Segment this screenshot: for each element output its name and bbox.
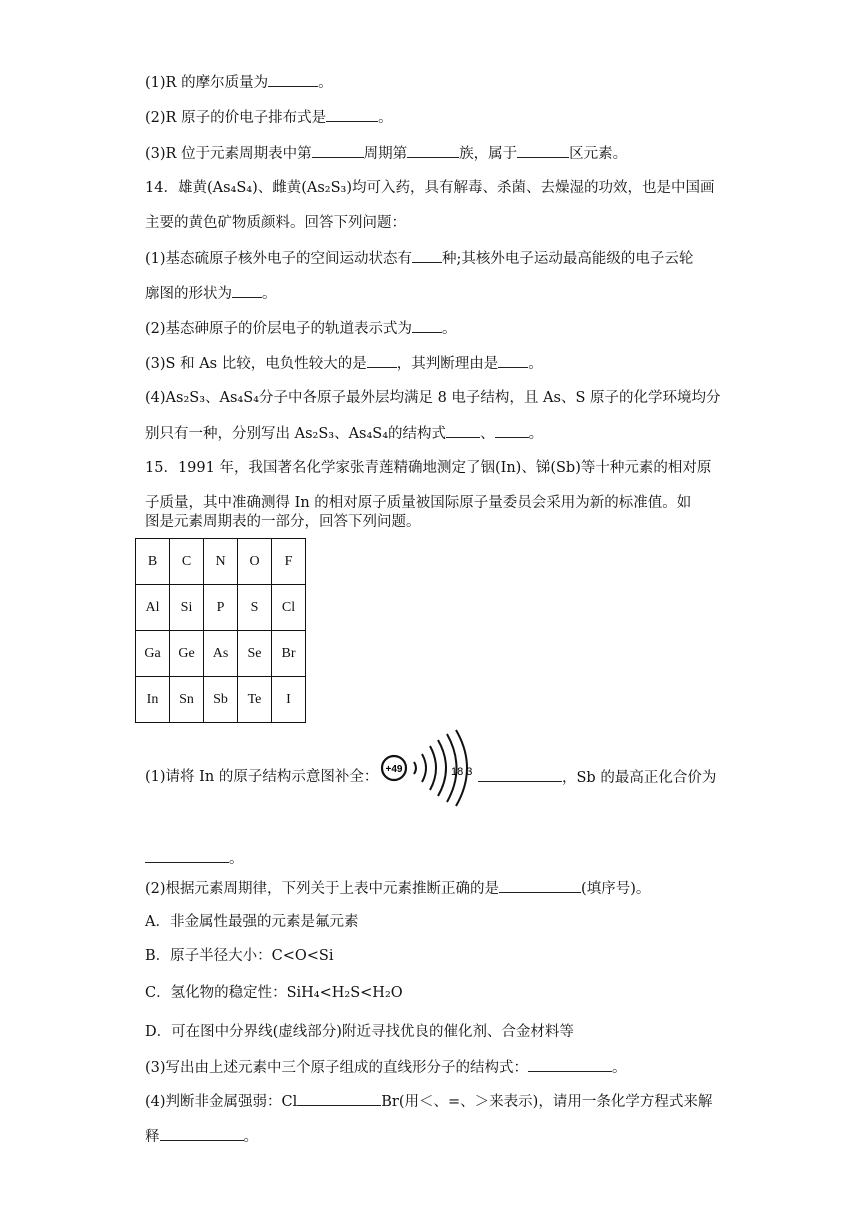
q13-part3-text: 周期第	[363, 146, 408, 162]
q13-part2	[145, 107, 393, 128]
electron-shell-arc	[430, 746, 436, 790]
q14-part3-end: 。	[528, 356, 543, 372]
q15-intro-line1: 15．1991 年，我国著名化学家张青莲精确地测定了铟(In)、锑(Sb)等十种元素的相对原	[145, 460, 712, 476]
element-cell: F	[272, 539, 306, 585]
q14-part1-text: 廓图的形状为	[145, 286, 232, 302]
answer-blank[interactable]	[367, 353, 397, 368]
option-a: A．非金属性最强的元素是氟元素	[145, 914, 359, 930]
q15-part4-line1	[145, 1091, 712, 1112]
element-cell: P	[204, 585, 238, 631]
q14-part4-line2	[145, 423, 543, 444]
element-cell: Ge	[170, 631, 204, 677]
periodic-table-row	[136, 631, 306, 677]
element-cell: Cl	[272, 585, 306, 631]
q15-part3	[145, 1057, 627, 1078]
answer-blank[interactable]	[412, 318, 442, 333]
q13-part3-text: (3)R 位于元素周期表中第	[145, 146, 312, 162]
element-cell: Ga	[136, 631, 170, 677]
q15-part3-text: (3)写出由上述元素中三个原子组成的直线形分子的结构式：	[145, 1060, 529, 1076]
answer-blank[interactable]	[528, 1057, 612, 1072]
in-atom-structure-diagram	[380, 728, 480, 808]
answer-blank[interactable]	[499, 878, 581, 893]
q15-part1-continued	[478, 767, 716, 788]
q14-part4-text: 别只有一种，分别写出 As₂S₃、As₄S₄的结构式	[145, 426, 447, 442]
shell-electrons: 18 3	[451, 766, 473, 778]
answer-blank[interactable]	[412, 248, 442, 263]
q13-part3-text: 族，属于	[459, 146, 518, 162]
periodic-table-row	[136, 539, 306, 585]
element-cell: Te	[238, 677, 272, 723]
element-cell: Br	[272, 631, 306, 677]
q13-part3	[145, 143, 627, 164]
q15-part4-text: Br(用＜、=、＞来表示)，请用一条化学方程式来解	[381, 1094, 713, 1110]
q14-part3-text: (3)S 和 As 比较，电负性较大的是	[145, 356, 367, 372]
answer-blank[interactable]	[498, 353, 528, 368]
electron-shell-arc	[414, 762, 416, 774]
q13-part3-end: 区元素。	[569, 146, 628, 162]
q13-part2-text: (2)R 原子的价电子排布式是	[145, 110, 327, 126]
option-d: D．可在图中分界线(虚线部分)附近寻找优良的催化剂、合金材料等	[145, 1024, 574, 1040]
answer-blank[interactable]	[478, 767, 562, 782]
q15-part4-line2	[145, 1126, 258, 1147]
answer-blank[interactable]	[446, 423, 480, 438]
answer-blank[interactable]	[268, 72, 318, 87]
option-b: B．原子半径大小：C<O<Si	[145, 948, 334, 964]
q15-intro-line3: 图是元素周期表的一部分，回答下列问题。	[145, 514, 421, 530]
q14-part3	[145, 353, 543, 374]
element-cell: Al	[136, 585, 170, 631]
answer-blank[interactable]	[232, 283, 262, 298]
q15-part1	[145, 767, 378, 787]
electron-shell-arc	[438, 740, 446, 796]
electron-shell-arc	[422, 754, 426, 782]
q14-part1-text: 种;其核外电子运动最高能级的电子云轮	[442, 251, 694, 267]
element-cell: I	[272, 677, 306, 723]
q15-part1-end: 。	[229, 851, 244, 867]
q15-part4-text: (4)判断非金属强弱：Cl	[145, 1094, 298, 1110]
answer-blank[interactable]	[326, 107, 378, 122]
q14-part1-line1	[145, 248, 693, 269]
q15-part2-text: (2)根据元素周期律，下列关于上表中元素推断正确的是	[145, 881, 500, 897]
element-cell: Sn	[170, 677, 204, 723]
q14-part4-end: 。	[528, 426, 544, 442]
answer-blank[interactable]	[312, 143, 364, 158]
q14-part2-text: (2)基态砷原子的价层电子的轨道表示式为	[145, 321, 413, 337]
answer-blank[interactable]	[145, 848, 229, 863]
answer-blank[interactable]	[495, 423, 529, 438]
q15-part1-text: (1)请将 In 的原子结构示意图补全：	[145, 769, 379, 785]
q15-part1-text: ，Sb 的最高正化合价为	[562, 770, 717, 786]
q13-part1-end: 。	[318, 75, 333, 91]
q14-intro-line1: 14．雄黄(As₄S₄)、雌黄(As₂S₃)均可入药，具有解毒、杀菌、去燥湿的功效，也是中国画	[145, 180, 715, 196]
q14-part4-separator: 、	[480, 426, 495, 442]
q13-part1-text: (1)R 的摩尔质量为	[145, 75, 269, 91]
element-cell: Sb	[204, 677, 238, 723]
element-cell: B	[136, 539, 170, 585]
element-cell: N	[204, 539, 238, 585]
q14-part1-line2	[145, 283, 277, 304]
q14-part1-end: 。	[262, 286, 277, 302]
q15-intro-line2: 子质量，其中准确测得 In 的相对原子质量被国际原子量委员会采用为新的标准值。如	[145, 495, 692, 511]
q13-part2-end: 。	[378, 110, 393, 126]
q15-part2-end: (填序号)。	[581, 881, 651, 897]
periodic-table-row	[136, 585, 306, 631]
q14-part2	[145, 318, 457, 339]
element-cell: As	[204, 631, 238, 677]
element-cell: C	[170, 539, 204, 585]
element-cell: O	[238, 539, 272, 585]
element-cell: Se	[238, 631, 272, 677]
q15-part4-end: 。	[243, 1129, 258, 1145]
periodic-table-row	[136, 677, 306, 723]
q15-part3-end: 。	[612, 1060, 627, 1076]
option-c: C．氢化物的稳定性：SiH₄<H₂S<H₂O	[145, 985, 403, 1001]
q14-part3-text: ，其判断理由是	[396, 356, 499, 372]
q14-part4-line1: (4)As₂S₃、As₄S₄分子中各原子最外层均满足 8 电子结构，且 As、S 原子的化学环境均分	[145, 390, 721, 406]
answer-blank[interactable]	[297, 1091, 381, 1106]
nucleus-charge: +49	[385, 764, 403, 775]
element-cell: In	[136, 677, 170, 723]
q15-part2	[145, 878, 650, 899]
q14-part2-end: 。	[442, 321, 457, 337]
answer-blank[interactable]	[160, 1126, 244, 1141]
q14-intro-line2: 主要的黄色矿物质颜料。回答下列问题：	[145, 215, 406, 231]
q14-part1-text: (1)基态硫原子核外电子的空间运动状态有	[145, 251, 413, 267]
element-cell: Si	[170, 585, 204, 631]
element-cell: S	[238, 585, 272, 631]
q15-part1-line2	[145, 848, 244, 869]
answer-blank[interactable]	[407, 143, 459, 158]
answer-blank[interactable]	[517, 143, 569, 158]
q13-part1	[145, 72, 333, 93]
q15-part4-text: 释	[145, 1129, 160, 1145]
periodic-table-fragment	[135, 538, 306, 723]
